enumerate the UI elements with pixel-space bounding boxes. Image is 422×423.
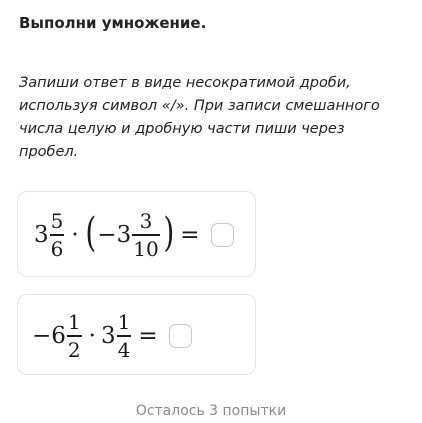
problem-card-2 [17, 294, 256, 375]
equals-sign: = [180, 222, 200, 248]
multiply-sign: · [88, 323, 96, 349]
numerator: 1 [117, 310, 131, 335]
denominator: 2 [67, 337, 81, 362]
minus-sign: − [32, 323, 52, 349]
fraction-bar [50, 234, 65, 235]
task-heading: Выполни умножение. [19, 14, 207, 32]
denominator: 10 [133, 236, 159, 261]
answer-input-2[interactable] [169, 324, 192, 348]
numerator: 1 [67, 310, 81, 335]
whole-part: 6 [51, 323, 66, 349]
expression-2 [32, 307, 192, 365]
numerator: 5 [50, 209, 64, 234]
whole-part: 3 [100, 323, 116, 349]
fraction [132, 210, 159, 259]
denominator: 4 [117, 337, 131, 362]
multiply-sign: · [71, 222, 79, 248]
whole-part: 3 [34, 222, 49, 248]
whole-part: 3 [116, 222, 132, 248]
fraction-bar [67, 335, 82, 336]
right-paren: ) [163, 210, 174, 256]
answer-input-1[interactable] [211, 223, 234, 247]
minus-sign: − [97, 222, 117, 248]
equals-sign: = [138, 323, 158, 349]
numerator: 3 [139, 209, 153, 234]
task-instructions: Запиши ответ в виде несократимой дроби, используя символ «/». При записи смешанного числа целую и дробную части пиши через пробел. [19, 75, 380, 160]
left-paren: ( [85, 210, 96, 256]
fraction [117, 311, 132, 360]
expression-1 [34, 205, 234, 265]
attempts-remaining: Осталось 3 попытки [135, 403, 287, 419]
fraction-bar [132, 234, 159, 235]
fraction [50, 210, 65, 259]
fraction [67, 311, 82, 360]
fraction-bar [117, 335, 132, 336]
problem-card-1 [17, 191, 256, 277]
denominator: 6 [50, 236, 64, 261]
